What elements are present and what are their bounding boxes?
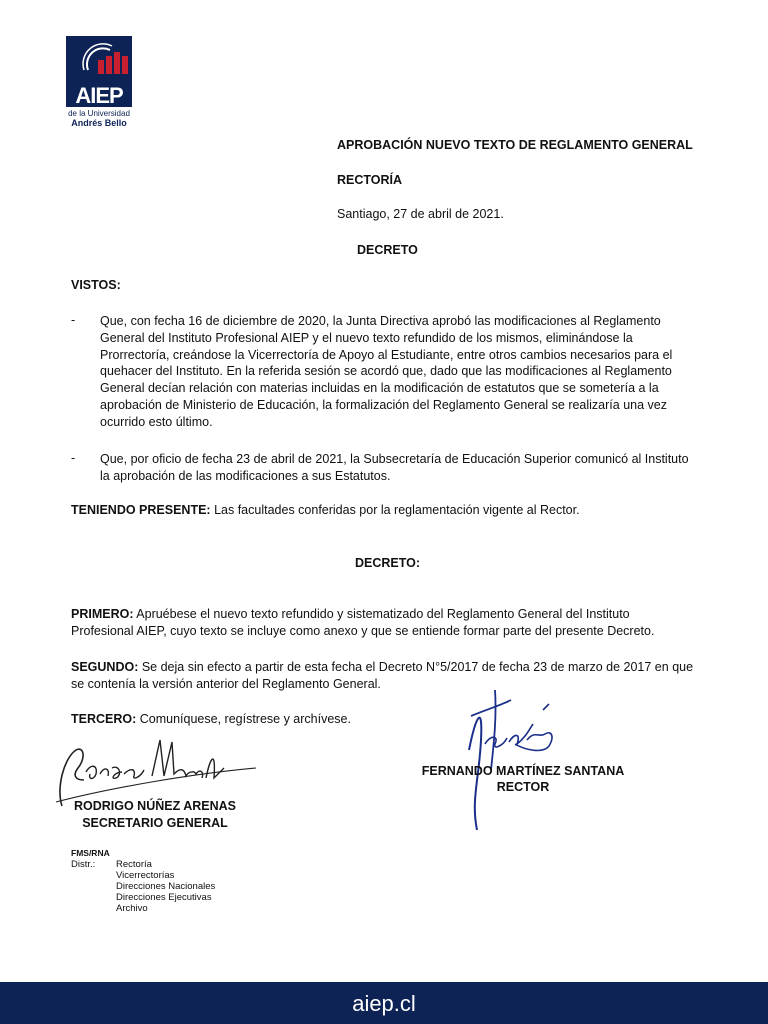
initials: FMS/RNA <box>71 848 110 858</box>
list-item: Direcciones Nacionales <box>116 881 216 892</box>
rector-signature <box>455 680 565 840</box>
vistos-item-2 <box>100 451 698 485</box>
primero-clause <box>71 606 698 640</box>
logo-brand: AIEP <box>75 83 123 108</box>
tercero-label: TERCERO: <box>71 712 137 726</box>
primero-label: PRIMERO: <box>71 607 134 621</box>
date-line: Santiago, 27 de abril de 2021. <box>337 207 504 221</box>
document-title: APROBACIÓN NUEVO TEXTO DE REGLAMENTO GENERAL <box>337 138 693 152</box>
text-line: aprobación de Ministerio de Educación, la formalización del Reglamento General se realizaría una vez <box>100 397 667 412</box>
list-item: Archivo <box>116 903 148 914</box>
vistos-label: VISTOS: <box>71 278 121 292</box>
secretary-name: RODRIGO NÚÑEZ ARENAS <box>73 799 237 813</box>
text-line: General decían relación con materias incluidas en la modificación de estatutos que se sometería a la <box>100 381 659 396</box>
bullet-dash: - <box>71 451 76 465</box>
text-line: quehacer del Instituto. En la referida sesión se acordó que, dado que las modificaciones al Reglamento <box>100 364 672 379</box>
teniendo-presente <box>71 502 580 519</box>
segundo-text: Se deja sin efecto a partir de esta fecha el Decreto N°5/2017 de fecha 23 de marzo de 2017 en que <box>138 660 694 674</box>
decree-label: DECRETO <box>357 243 418 257</box>
text-line: ocurrido esto último. <box>100 414 213 429</box>
text-line: Prorrectoría, creándose la Vicerrectoría de Apoyo al Estudiante, entre otros cambios necesarios para el <box>100 347 673 362</box>
teniendo-label: TENIENDO PRESENTE: <box>71 503 211 517</box>
logo-subtitle: de la Universidad <box>68 109 130 118</box>
text-line: Que, por oficio de fecha 23 de abril de 2021, la Subsecretaría de Educación Superior comunicó al Instituto <box>100 452 689 466</box>
footer-site: aiep.cl <box>352 991 416 1016</box>
rector-title: RECTOR <box>496 780 550 794</box>
tercero-clause <box>71 711 351 728</box>
distribution-list <box>116 859 215 914</box>
logo-university: Andrés Bello <box>71 118 127 128</box>
list-item: Rectoría <box>116 859 152 870</box>
text-line: Que, con fecha 16 de diciembre de 2020, la Junta Directiva aprobó las modificaciones al Reglamento <box>100 314 661 328</box>
bullet-dash: - <box>71 313 76 327</box>
teniendo-text: Las facultades conferidas por la reglamentación vigente al Rector. <box>210 503 580 517</box>
primero-text: Apruébese el nuevo texto refundido y sistematizado del Reglamento General del Instituto <box>133 607 630 621</box>
tercero-text: Comuníquese, regístrese y archívese. <box>136 712 351 726</box>
primero-text-2: Profesional AIEP, cuyo texto se incluye como anexo y que se entiende formar parte del presente Decreto. <box>71 623 655 638</box>
text-line: General del Instituto Profesional AIEP y el nuevo texto refundido de los mismos, eliminándose la <box>100 330 633 345</box>
segundo-text-2: se contenía la versión anterior del Reglamento General. <box>71 676 381 691</box>
distribution-label: Distr.: <box>71 859 96 870</box>
decreto-heading: DECRETO: <box>355 556 421 570</box>
list-item: Vicerrectorías <box>116 870 175 881</box>
department-label: RECTORÍA <box>337 173 403 187</box>
secretary-title: SECRETARIO GENERAL <box>82 816 228 830</box>
vistos-item-1 <box>100 313 698 431</box>
logo-emblem-icon <box>66 36 132 86</box>
segundo-clause <box>71 659 698 693</box>
segundo-label: SEGUNDO: <box>71 660 139 674</box>
text-line: la aprobación de las modificaciones a sus Estatutos. <box>100 468 391 483</box>
list-item: Direcciones Ejecutivas <box>116 892 212 903</box>
rector-name: FERNANDO MARTÍNEZ SANTANA <box>421 764 625 778</box>
